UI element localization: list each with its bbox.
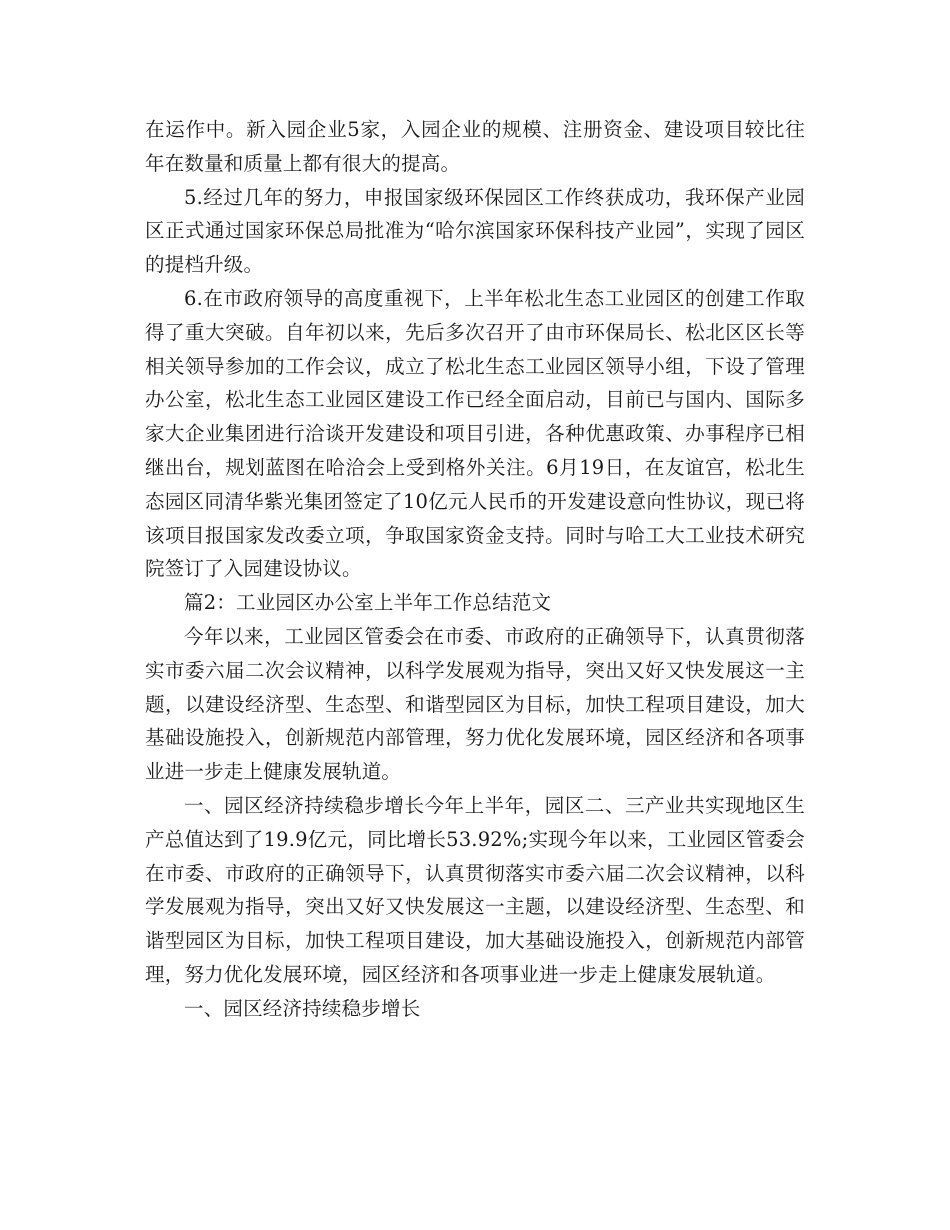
- paragraph-2: 5.经过几年的努力，申报国家级环保园区工作终获成功，我环保产业园区正式通过国家环保总局批准为“哈尔滨国家环保科技产业园”，实现了园区的提档升级。: [145, 185, 805, 277]
- paragraph-6: 一、园区经济持续稳步增长: [184, 996, 421, 1020]
- paragraph-4: 今年以来，工业园区管委会在市委、市政府的正确领导下，认真贯彻落实市委六届二次会议精神，以科学发展观为指导，突出又好又快发展这一主题，以建设经济型、生态型、和谐型园区为目标，加快工程项目建设，加大基础设施投入，创新规范内部管理，努力优化发展环境，园区经济和各项事业进一步走上健康发展轨道。: [145, 624, 805, 784]
- document-body: [145, 113, 805, 1026]
- paragraph-3: 6.在市政府领导的高度重视下，上半年松北生态工业园区的创建工作取得了重大突破。自年初以来，先后多次召开了由市环保局长、松北区区长等相关领导参加的工作会议，成立了松北生态工业园区领导小组，下设了管理办公室，松北生态工业园区建设工作已经全面启动，目前已与国内、国际多家大企业集团进行洽谈开发建设和项目引进，各种优惠政策、办事程序已相继出台，规划蓝图在哈洽会上受到格外关注。6月19日，在友谊宫，松北生态园区同清华紫光集团签定了10亿元人民币的开发建设意向性协议，现已将该项目报国家发改委立项，争取国家资金支持。同时与哈工大工业技术研究院签订了入园建设协议。: [145, 286, 805, 581]
- section-heading: 篇2：工业园区办公室上半年工作总结范文: [184, 591, 552, 615]
- paragraph-1: 在运作中。新入园企业5家，入园企业的规模、注册资金、建设项目较比往年在数量和质量上都有很大的提高。: [145, 118, 805, 175]
- paragraph-5: 一、园区经济持续稳步增长今年上半年，园区二、三产业共实现地区生产总值达到了19.9亿元，同比增长53.92%;实现今年以来，工业园区管委会在市委、市政府的正确领导下，认真贯彻落实市委六届二次会议精神，以科学发展观为指导，突出又好又快发展这一主题，以建设经济型、生态型、和谐型园区为目标，加快工程项目建设，加大基础设施投入，创新规范内部管理，努力优化发展环境，园区经济和各项事业进一步走上健康发展轨道。: [145, 793, 805, 986]
